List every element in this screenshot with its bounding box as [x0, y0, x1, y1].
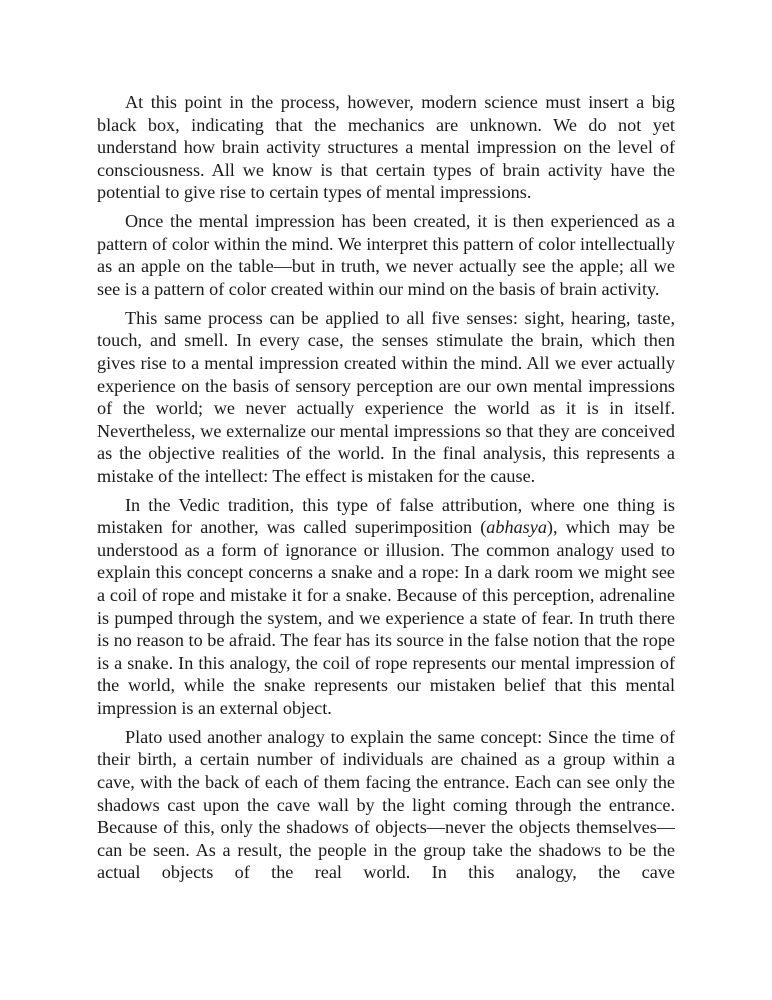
paragraph-4-text-before: In the Vedic tradition, this type of false attribution, where one thing is mistaken for another, was called superimposition (: [97, 494, 675, 538]
paragraph-5: Plato used another analogy to explain the same concept: Since the time of their birth, a certain number of individuals are chained as a group within a cave, with the back of each of them facing the entrance. Each can see only the shadows cast upon the cave wall by the light coming through the entrance. Because of this, only the shadows of objects—never the objects themselves—can be seen. As a result, the people in the group take the shadows to be the actual objects of the real world. In this analogy, the cave: [97, 726, 675, 883]
paragraph-4-italic-term: abhasya: [486, 517, 547, 538]
paragraph-4-text-after: ), which may be understood as a form of ignorance or illusion. The common analogy used to explain this concept concerns a snake and a rope: In a dark room we might see a coil of rope and mistake it for a snake. Because of this perception, adrenaline is pumped through the system, and we experience a state of fear. In truth there is no reason to be afraid. The fear has its source in the false notion that the rope is a snake. In this analogy, the coil of rope represents our mental impression of the world, while the snake represents our mistaken belief that this mental impression is an external object.: [97, 517, 675, 718]
paragraph-4: [97, 494, 675, 720]
paragraph-1: At this point in the process, however, modern science must insert a big black box, indicating that the mechanics are unknown. We do not yet understand how brain activity structures a mental impression on the level of consciousness. All we know is that certain types of brain activity have the potential to give rise to certain types of mental impressions.: [97, 92, 675, 203]
document-page: [97, 91, 675, 890]
paragraph-3: This same process can be applied to all five senses: sight, hearing, taste, touch, and smell. In every case, the senses stimulate the brain, which then gives rise to a mental impression created within the mind. All we ever actually experience on the basis of sensory perception are our own mental impressions of the world; we never actually experience the world as it is in itself. Nevertheless, we externalize our mental impressions so that they are conceived as the objective realities of the world. In the final analysis, this represents a mistake of the intellect: The effect is mistaken for the cause.: [97, 307, 675, 486]
paragraph-2: Once the mental impression has been created, it is then experienced as a pattern of color within the mind. We interpret this pattern of color intellectually as an apple on the table—but in truth, we never actually see the apple; all we see is a pattern of color created within our mind on the basis of brain activity.: [97, 211, 675, 299]
